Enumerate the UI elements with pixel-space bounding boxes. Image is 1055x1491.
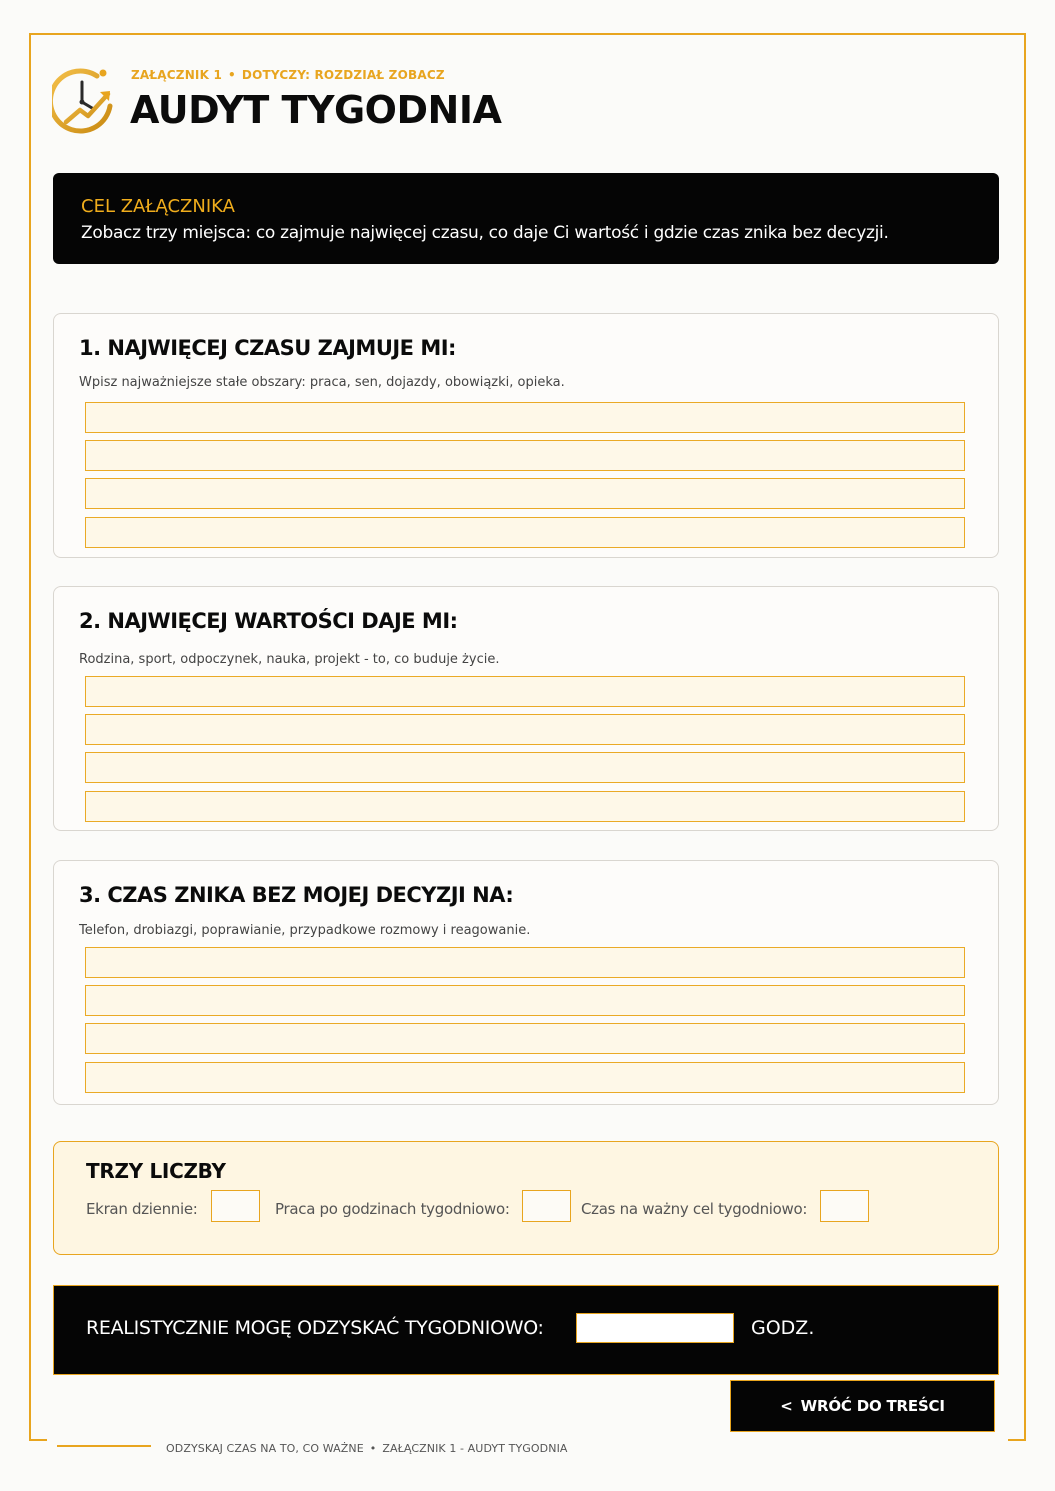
answer-line-3[interactable]	[85, 1023, 965, 1054]
answer-line-4[interactable]	[85, 791, 965, 822]
clock-growth-icon	[52, 64, 118, 134]
answer-line-4[interactable]	[85, 517, 965, 548]
back-to-content-button[interactable]	[730, 1380, 995, 1432]
goal-text: Zobacz trzy miejsca: co zajmuje najwięcej czasu, co daje Ci wartość i gdzie czas znika bez decyzji.	[81, 223, 889, 243]
answer-line-1[interactable]	[85, 947, 965, 978]
section-time-lost	[53, 860, 999, 1105]
section-most-time	[53, 313, 999, 558]
section-title: 1. NAJWIĘCEJ CZASU ZAJMUJE MI:	[79, 336, 456, 360]
eyebrow-chapter: DOTYCZY: ROZDZIAŁ ZOBACZ	[241, 68, 445, 82]
goal-box	[53, 173, 999, 264]
recover-unit: GODZ.	[751, 1317, 815, 1339]
answer-line-2[interactable]	[85, 440, 965, 471]
footer-separator: •	[369, 1442, 377, 1455]
goal-label: CEL ZAŁĄCZNIKA	[81, 196, 235, 217]
recover-label: REALISTYCZNIE MOGĘ ODZYSKAĆ TYGODNIOWO:	[86, 1317, 544, 1339]
answer-line-3[interactable]	[85, 752, 965, 783]
answer-line-3[interactable]	[85, 478, 965, 509]
page-title: AUDYT TYGODNIA	[130, 88, 502, 132]
answer-line-2[interactable]	[85, 985, 965, 1016]
chevron-left-icon: <	[780, 1397, 793, 1415]
section-hint: Telefon, drobiazgi, poprawianie, przypadkowe rozmowy i reagowanie.	[79, 923, 531, 938]
goal-time-field[interactable]	[820, 1190, 869, 1222]
section-hint: Wpisz najważniejsze stałe obszary: praca, sen, dojazdy, obowiązki, opieka.	[79, 375, 565, 390]
answer-line-2[interactable]	[85, 714, 965, 745]
section-hint: Rodzina, sport, odpoczynek, nauka, projekt - to, co buduje życie.	[79, 652, 500, 667]
three-numbers-title: TRZY LICZBY	[86, 1159, 226, 1183]
back-button-label: WRÓĆ DO TREŚCI	[800, 1397, 945, 1415]
screen-time-field[interactable]	[211, 1190, 260, 1222]
recover-hours-field[interactable]	[576, 1313, 734, 1343]
section-title: 2. NAJWIĘCEJ WARTOŚCI DAJE MI:	[79, 609, 458, 633]
footer	[166, 1442, 568, 1455]
section-title: 3. CZAS ZNIKA BEZ MOJEJ DECYZJI NA:	[79, 883, 514, 907]
footer-attachment-title: ZAŁĄCZNIK 1 - AUDYT TYGODNIA	[382, 1442, 568, 1455]
eyebrow-attachment: ZAŁĄCZNIK 1	[131, 68, 223, 82]
frame-corner-right	[1008, 1439, 1026, 1441]
answer-line-1[interactable]	[85, 676, 965, 707]
eyebrow-separator: •	[228, 68, 236, 82]
footer-accent-line	[57, 1445, 151, 1447]
eyebrow	[131, 68, 445, 82]
answer-line-1[interactable]	[85, 402, 965, 433]
section-most-value	[53, 586, 999, 831]
frame-corner-left	[29, 1439, 47, 1441]
screen-time-label: Ekran dziennie:	[86, 1200, 198, 1218]
overtime-field[interactable]	[522, 1190, 571, 1222]
recover-box	[53, 1285, 999, 1375]
footer-book-title: ODZYSKAJ CZAS NA TO, CO WAŻNE	[166, 1442, 364, 1455]
overtime-label: Praca po godzinach tygodniowo:	[275, 1200, 510, 1218]
three-numbers-box	[53, 1141, 999, 1255]
goal-time-label: Czas na ważny cel tygodniowo:	[581, 1200, 808, 1218]
answer-line-4[interactable]	[85, 1062, 965, 1093]
